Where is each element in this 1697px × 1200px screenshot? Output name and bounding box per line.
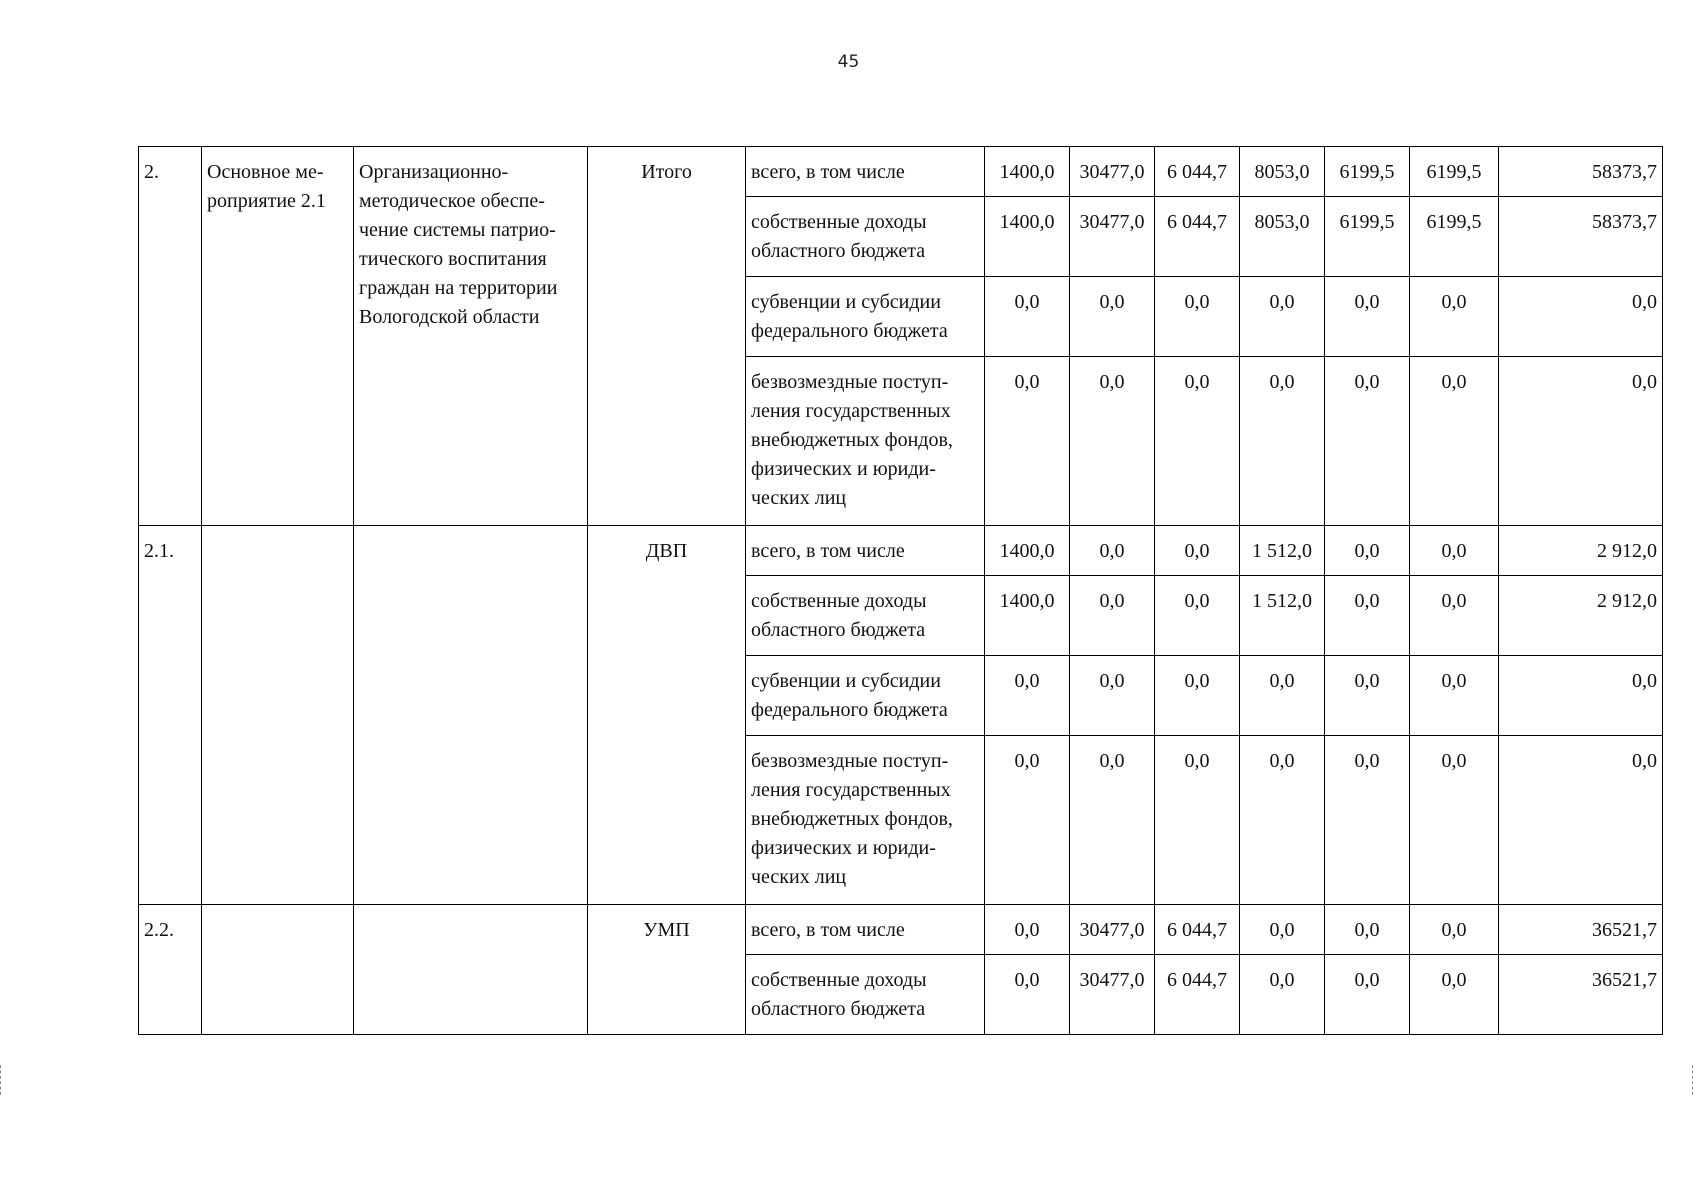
year-value-cell: 0,0	[1410, 357, 1499, 526]
year-value-cell: 30477,0	[1070, 905, 1155, 955]
year-value-cell: 30477,0	[1070, 955, 1155, 1035]
year-value-cell: 0,0	[1325, 736, 1410, 905]
year-value-cell: 6 044,7	[1155, 147, 1240, 197]
row-number: 2.	[139, 147, 202, 526]
funding-source-cell: собственные доходы областного бюджета	[746, 955, 985, 1035]
total-value-cell: 2 912,0	[1499, 576, 1663, 656]
table-body	[139, 147, 1663, 1035]
left-edge-mark	[0, 1065, 4, 1095]
event-cell: Основное ме- роприятие 2.1	[202, 147, 354, 526]
year-value-cell: 1400,0	[985, 576, 1070, 656]
row-number: 2.1.	[139, 526, 202, 905]
funding-source-cell: безвозмездные поступ- ления государственных внебюджетных фондов, физических и юриди- ческих лиц	[746, 736, 985, 905]
total-value-cell: 0,0	[1499, 736, 1663, 905]
page-number: 45	[837, 52, 860, 72]
year-value-cell: 1400,0	[985, 147, 1070, 197]
year-value-cell: 0,0	[985, 905, 1070, 955]
year-value-cell: 0,0	[1410, 905, 1499, 955]
year-value-cell: 6199,5	[1410, 197, 1499, 277]
year-value-cell: 0,0	[1240, 357, 1325, 526]
funding-source-cell: безвозмездные поступ- ления государственных внебюджетных фондов, физических и юриди- ческих лиц	[746, 357, 985, 526]
year-value-cell: 0,0	[1070, 277, 1155, 357]
total-value-cell: 36521,7	[1499, 905, 1663, 955]
year-value-cell: 0,0	[1325, 656, 1410, 736]
year-value-cell: 0,0	[985, 277, 1070, 357]
table-row	[139, 905, 1663, 955]
year-value-cell: 0,0	[985, 357, 1070, 526]
year-value-cell: 1400,0	[985, 197, 1070, 277]
year-value-cell: 0,0	[1325, 955, 1410, 1035]
year-value-cell: 0,0	[1410, 656, 1499, 736]
funding-source-cell: собственные доходы областного бюджета	[746, 576, 985, 656]
year-value-cell: 30477,0	[1070, 197, 1155, 277]
executor-cell: ДВП	[588, 526, 746, 905]
year-value-cell: 0,0	[1410, 736, 1499, 905]
event-cell	[202, 905, 354, 1035]
total-value-cell: 36521,7	[1499, 955, 1663, 1035]
year-value-cell: 0,0	[1240, 656, 1325, 736]
year-value-cell: 0,0	[1155, 357, 1240, 526]
year-value-cell: 0,0	[1155, 576, 1240, 656]
year-value-cell: 1 512,0	[1240, 576, 1325, 656]
year-value-cell: 0,0	[1070, 576, 1155, 656]
year-value-cell: 0,0	[1325, 905, 1410, 955]
year-value-cell: 0,0	[1155, 526, 1240, 576]
year-value-cell: 0,0	[1155, 656, 1240, 736]
year-value-cell: 6 044,7	[1155, 197, 1240, 277]
year-value-cell: 0,0	[1240, 905, 1325, 955]
funding-source-cell: всего, в том числе	[746, 147, 985, 197]
year-value-cell: 0,0	[1325, 277, 1410, 357]
year-value-cell: 0,0	[1410, 955, 1499, 1035]
year-value-cell: 0,0	[1325, 526, 1410, 576]
executor-cell: Итого	[588, 147, 746, 526]
year-value-cell: 0,0	[1325, 576, 1410, 656]
year-value-cell: 0,0	[1070, 526, 1155, 576]
year-value-cell: 0,0	[1070, 656, 1155, 736]
total-value-cell: 58373,7	[1499, 147, 1663, 197]
year-value-cell: 0,0	[1155, 736, 1240, 905]
total-value-cell: 0,0	[1499, 656, 1663, 736]
total-value-cell: 58373,7	[1499, 197, 1663, 277]
year-value-cell: 0,0	[985, 955, 1070, 1035]
event-name-cell: Организационно- методическое обеспе- чение системы патрио- тического воспитания граждан на территории Вологодской области	[354, 147, 588, 526]
year-value-cell: 6199,5	[1325, 147, 1410, 197]
right-edge-mark	[1692, 1065, 1696, 1095]
year-value-cell: 0,0	[1240, 736, 1325, 905]
year-value-cell: 0,0	[1240, 277, 1325, 357]
year-value-cell: 0,0	[1070, 357, 1155, 526]
year-value-cell: 6 044,7	[1155, 955, 1240, 1035]
table-row	[139, 526, 1663, 576]
year-value-cell: 30477,0	[1070, 147, 1155, 197]
year-value-cell: 1400,0	[985, 526, 1070, 576]
year-value-cell: 8053,0	[1240, 147, 1325, 197]
table-row	[139, 147, 1663, 197]
funding-source-cell: всего, в том числе	[746, 526, 985, 576]
year-value-cell: 0,0	[1325, 357, 1410, 526]
year-value-cell: 6 044,7	[1155, 905, 1240, 955]
total-value-cell: 0,0	[1499, 277, 1663, 357]
budget-table	[138, 146, 1663, 1035]
funding-source-cell: субвенции и субсидии федерального бюджета	[746, 656, 985, 736]
year-value-cell: 0,0	[985, 656, 1070, 736]
year-value-cell: 0,0	[1070, 736, 1155, 905]
event-cell	[202, 526, 354, 905]
total-value-cell: 0,0	[1499, 357, 1663, 526]
year-value-cell: 6199,5	[1410, 147, 1499, 197]
event-name-cell	[354, 905, 588, 1035]
year-value-cell: 1 512,0	[1240, 526, 1325, 576]
year-value-cell: 6199,5	[1325, 197, 1410, 277]
year-value-cell: 0,0	[1410, 277, 1499, 357]
row-number: 2.2.	[139, 905, 202, 1035]
year-value-cell: 0,0	[1240, 955, 1325, 1035]
total-value-cell: 2 912,0	[1499, 526, 1663, 576]
funding-source-cell: всего, в том числе	[746, 905, 985, 955]
executor-cell: УМП	[588, 905, 746, 1035]
year-value-cell: 0,0	[1410, 576, 1499, 656]
year-value-cell: 8053,0	[1240, 197, 1325, 277]
funding-source-cell: собственные доходы областного бюджета	[746, 197, 985, 277]
funding-source-cell: субвенции и субсидии федерального бюджета	[746, 277, 985, 357]
event-name-cell	[354, 526, 588, 905]
year-value-cell: 0,0	[1155, 277, 1240, 357]
year-value-cell: 0,0	[1410, 526, 1499, 576]
year-value-cell: 0,0	[985, 736, 1070, 905]
